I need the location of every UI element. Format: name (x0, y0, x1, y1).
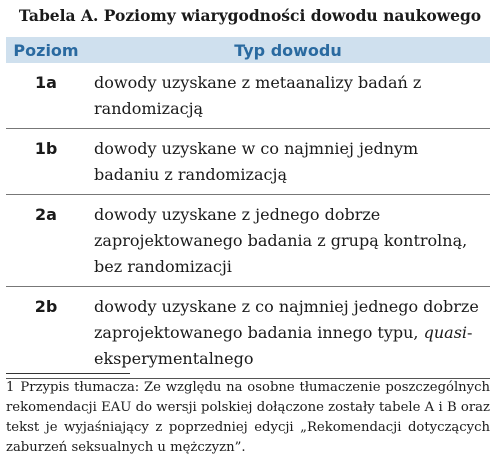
footnote (6, 378, 490, 458)
table-row (6, 287, 490, 379)
table-row (6, 129, 490, 195)
evidence-levels-table (6, 37, 490, 379)
evidence-text-part: dowody uzyskane z co najmniej jednego dobrze zaprojektowanego badania innego typu, (94, 297, 479, 342)
evidence-type-cell (86, 287, 490, 379)
evidence-type-cell: dowody uzyskane z jednego dobrze zaprojektowanego badania z grupą kontrolną, bez randomizacji (86, 195, 490, 287)
level-cell: 1b (6, 129, 86, 195)
evidence-text-part: -eksperymentalnego (94, 323, 473, 368)
table-header-row (6, 37, 490, 63)
table-row (6, 63, 490, 129)
table-title: Tabela A. Poziomy wiarygodności dowodu naukowego (18, 6, 482, 25)
level-cell: 1a (6, 63, 86, 129)
footnote-divider (6, 373, 130, 374)
footnote-text: Przypis tłumacza: Ze względu na osobne tłumaczenie poszczególnych rekomendacji EAU do wersji polskiej dołączone zostały tabele A i B oraz tekst je wyjaśniający z poprzedniej edycji „Rekomendacji dotyczących zaburzeń seksualnych u mężczyzn”. (6, 380, 490, 455)
level-cell: 2a (6, 195, 86, 287)
level-cell: 2b (6, 287, 86, 379)
table-row (6, 195, 490, 287)
column-header-level: Poziom (6, 37, 86, 63)
evidence-type-cell: dowody uzyskane z metaanalizy badań z randomizacją (86, 63, 490, 129)
column-header-type: Typ dowodu (86, 37, 490, 63)
evidence-type-cell: dowody uzyskane w co najmniej jednym badaniu z randomizacją (86, 129, 490, 195)
evidence-text-italic: quasi (423, 323, 468, 342)
footnote-number: 1 (6, 380, 15, 395)
